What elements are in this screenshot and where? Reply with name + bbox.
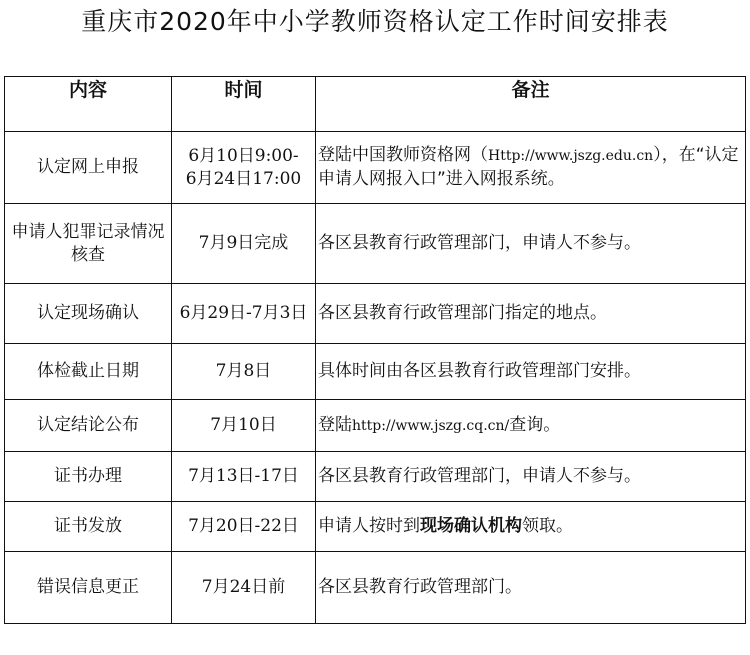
- row-time: 7月13日-17日: [172, 452, 316, 502]
- table-row: [5, 132, 746, 204]
- header-time: 时间: [172, 77, 316, 132]
- row-time: 7月20日-22日: [172, 502, 316, 552]
- row-note: 具体时间由各区县教育行政管理部门安排。: [316, 344, 746, 400]
- row-note-text: 登陆: [318, 414, 352, 435]
- schedule-table: [4, 76, 746, 624]
- header-note: 备注: [316, 77, 746, 132]
- row-time: [172, 132, 316, 204]
- row-note-text: 申请人按时到: [318, 516, 420, 536]
- row-note: 各区县教育行政管理部门，申请人不参与。: [316, 204, 746, 284]
- row-time: 7月10日: [172, 400, 316, 452]
- header-content: 内容: [5, 77, 172, 132]
- table-row: [5, 452, 746, 502]
- row-time-line2: 6月24日17:00: [185, 168, 302, 189]
- table-row: [5, 400, 746, 452]
- row-note: 各区县教育行政管理部门，申请人不参与。: [316, 452, 746, 502]
- row-note: 各区县教育行政管理部门指定的地点。: [316, 284, 746, 344]
- row-time: 7月9日完成: [172, 204, 316, 284]
- table-header-row: [5, 77, 746, 132]
- row-note-text: ），在“认定申请人网报入口”进入网报系统。: [318, 145, 739, 189]
- row-note-emphasis: 现场确认机构: [420, 516, 522, 536]
- row-note: 各区县教育行政管理部门。: [316, 552, 746, 624]
- table-row: [5, 204, 746, 284]
- row-time: 7月8日: [172, 344, 316, 400]
- row-note: [316, 132, 746, 204]
- row-note: [316, 400, 746, 452]
- table-row: [5, 552, 746, 624]
- row-content: 错误信息更正: [5, 552, 172, 624]
- row-content: 证书办理: [5, 452, 172, 502]
- row-content: 认定结论公布: [5, 400, 172, 452]
- row-time: 7月24日前: [172, 552, 316, 624]
- row-content: 认定网上申报: [5, 132, 172, 204]
- row-note-text: 领取。: [522, 516, 573, 536]
- row-note-text: 查询。: [509, 414, 561, 435]
- table-row: [5, 502, 746, 552]
- row-content: 认定现场确认: [5, 284, 172, 344]
- row-note: [316, 502, 746, 552]
- row-time: 6月29日-7月3日: [172, 284, 316, 344]
- row-note-link: Http://www.jszg.edu.cn: [488, 148, 654, 164]
- page-title: 重庆市2020年中小学教师资格认定工作时间安排表: [81, 7, 669, 36]
- table-row: [5, 344, 746, 400]
- row-time-line1: 6月10日9:00-: [188, 145, 299, 166]
- row-note-link: http://www.jszg.cq.cn/: [352, 417, 510, 434]
- table-row: [5, 284, 746, 344]
- row-content: 申请人犯罪记录情况核查: [5, 204, 172, 284]
- row-note-text: 登陆中国教师资格网（: [318, 145, 488, 165]
- row-content: 体检截止日期: [5, 344, 172, 400]
- row-content: 证书发放: [5, 502, 172, 552]
